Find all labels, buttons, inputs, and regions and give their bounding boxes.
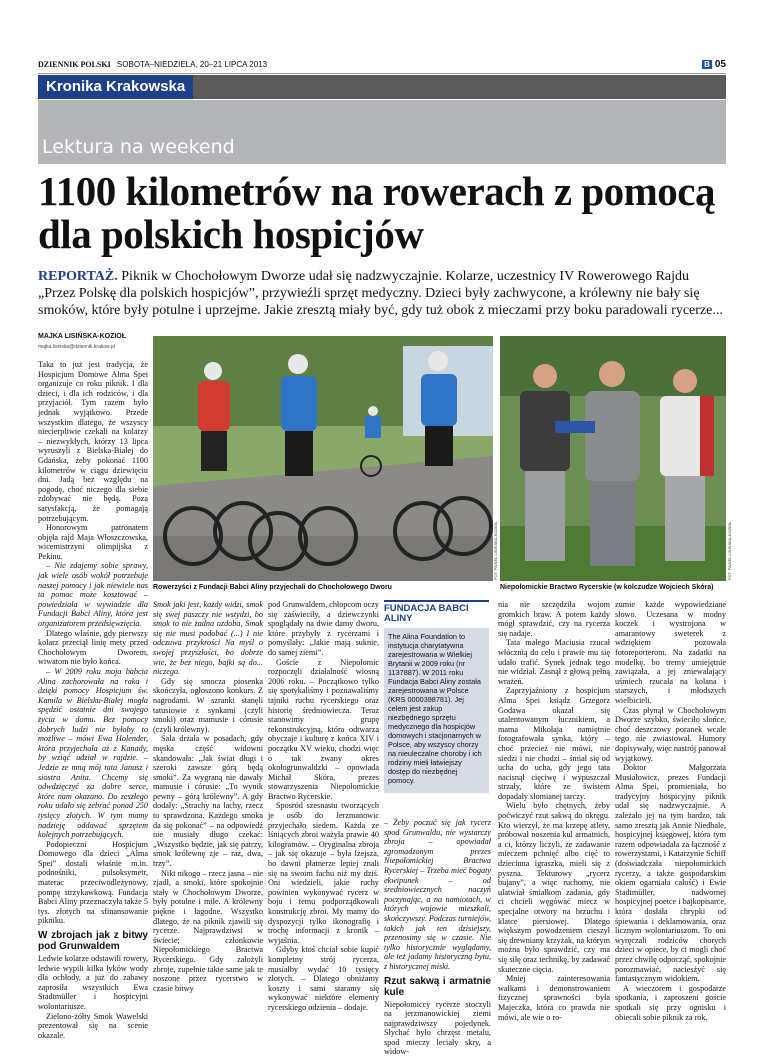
paragraph: Gdyby ktoś chciał sobie kupić kompletny strój rycerza, musiałby wydać 10 tysięcy złotych. – Dlatego obniżamy koszty i sami staramy się wykonywać niektóre elementy rycerskiego odzienia – dodaje. — [268, 945, 379, 1012]
photo-caption-left: Rowerzyści z Fundacji Babci Aliny przyjechali do Chochołowego Dworu — [153, 584, 493, 591]
article-column-1 — [38, 360, 148, 1015]
photo-caption-right: Niepołomickie Bractwo Rycerskie (w kolczudze Wojciech Skóra) — [500, 584, 726, 591]
paragraph: Taka to już jest tradycja, że Hospicjum Domowe Alma Spei organizuje co roku piknik. I dla dzieci, i dla ich rodziców, i dla przyjaciół. Tym razem było jednak wyjątkowo. Przede wszystkim dlatego, że wszyscy niecierpliwie czekali na kolarzy – niezwykłych, którzy 13 lipca wyruszyli z Bielska-Białej do Gdańska, żeby pokonać 1100 kilometrów w ciągu dziewięciu dni. Jadą bez względu na pogodę, choć niczego dla siebie zdobywać nie będą. Poza satysfakcją, że pomagają potrzebującym. — [38, 360, 148, 523]
paragraph: Nikt nikogo – rzecz jasna – nie zjadł, a smoki, które spokojnie stały w Chochołowym Dworze, były potulne i miłe. A królewny piękne i łagodne. Wszystko dlatego, że na piknik zjawili się rycerze. Najprawdziwsi w świecie; członkowie Niepołomickiego Bractwa Rycerskiego. Gdy założyli zbroje, zupełnie takie same jak te noszone przez rycerstwo w czasie bitwy — [153, 869, 263, 994]
paragraph: Sposród szesnastu tworzących je osób do Jerzmanowic przyjechało siedem. Każda ze lśniących zbroi ważyła prawie 40 kilogramów. – Oryginalna zbroja – jak się okazuje – była lżejsza, bo dawni płatnerze lepiej znali się na swoim fachu niż my dziś. Oni wiedzieli, jakie ruchy powinien wykonywać rycerz w boju i temu podporządkowali konstrukcję zbroi. My mamy do dyspozycji tylko ikonografię i trochę informacji z kronik – wyjaśnia. — [268, 801, 379, 945]
article-column-2 — [153, 600, 263, 1015]
kicker-band — [38, 100, 726, 164]
paragraph: zumie każde wypowiedziane słowo. Uczesana w modny koczek i wystrojona w amarantowy sweterek z wdziękiem pozowała fotoreporterom. Na zadatki na modelkę, bo tremy umiejętnie zawiązała, a jej zniewalający uśmiech rzucała na kolana i starszych, i młodszych wielbicieli. — [615, 600, 726, 706]
paragraph: Dlatego właśnie, gdy pierwszy kolarz przeciął linię mety przed Chochołowym Dworem, wiwatom nie było końca. — [38, 629, 148, 667]
article-column-6 — [615, 600, 726, 1015]
info-box-foundation — [384, 600, 489, 793]
song-verse: Smok jaki jest, każdy widzi, smok się swej paszczy nie wstydzi, bo smok to nie żadna ozdoba, Smok się nie musi podobać (...) I nie odczuwa przykrości Na myśl o swojej przyszłości, bo dobrze wie, że bez niego, bajki są do... niczego. — [153, 600, 263, 676]
paragraph: Czas płynął w Chochołowym Dworze szybko, świeciło słońce, choć deszczowy poranek wcale tego nie zwiastował. Humory dopisywały, więc nastrój panował wyjątkowy. — [615, 706, 726, 764]
lead-text: Piknik w Chochołowym Dworze udał się nadzwyczajnie. Kolarze, uczestnicy IV Rowerowego Rajdu „Przez Polskę dla polskich hospicjów”, przywieźli sprzęt medyczny. Dzieci były zachwycone, a królewny nie bały się smoków, które były potulne i uprzejme. Jakie zresztą miały być, gdy tuż obok z mieczami przy boku paradowali rycerze... — [38, 269, 723, 318]
paragraph: Niepołomiccy rycerze stoczyli na jerzmanowickiej ziemi najprawdziwszy pojedynek. Słychać było chrzęst metalu, spod mieczy leciały skry, a widow- — [384, 1000, 491, 1057]
issue-date: SOBOTA–NIEDZIELA, 20–21 LIPCA 2013 — [117, 60, 267, 69]
quote-paragraph: – Nie zdajemy sobie sprawy, jak wiele osób wokół potrzebuje naszej pomocy i jak niewiele nas ta pomoc może kosztować – powiedziała w wywiadzie dla Fundacji Babci Aliny, która jest organizatorem przedsięwzięcia. — [38, 561, 148, 628]
paragraph: Doktor Małgorzata Musiałowicz, prezes Fundacji Alma Spei, promieniała, bo tradycyjny hospicyjny piknik udał się nadzwyczajnie. A zależało jej na tym bardzo, tak samo zresztą jak Annie Niedbale, hospicyjnej księgowej, która tym razem odpowiadała za łączność z rowerzystami, i Katarzynie Schiff (doświadczała niepołomickich rycerzy, a także gospodarskim okiem ogarniała całość) i Ewie Stadtmüller, nadwornej hospicyjnej poetce i bajkopisarce, która dosłała chrypki od śpiewania i deklamowania, oraz licznym wolontariuszom. To oni wyręczali rodziców chorych dzieci w opiece, by ci mogli choć przez chwilę odpocząć, spokojnie porozmawiać, naciesżyć się fantastycznym widokiem. — [615, 763, 726, 984]
paragraph: Zaprzyjaźniony z hospicjum Alma Spei ksiądz Grzegorz Godawa okazał się utalentowanym łucznikiem, a mama Mikołaja namiętnie fotografowała synka, który – choć przecież nie mówi, nie siedzi i nie chodzi – śmiał się od ucha do ucha, gdy jego tata nacisnął cięciwę i wypuszczał strzały, które ze świstem dopadały słomianej tarczy. — [498, 686, 610, 801]
paragraph: nia nie szczędziła wojom gromkich braw. A potem każdy mógł sprawdzić, czy na rycerza się nadaje. — [498, 600, 610, 638]
info-box-title: FUNDACJA BABCI ALINY — [384, 600, 489, 624]
subheading: W zbrojach jak z bitwy pod Grunwaldem — [38, 930, 148, 952]
headline: 1100 kilometrów na rowerach z pomocą dla polskich hospicjów — [38, 170, 728, 256]
article-column-4 — [384, 818, 491, 1015]
paragraph: Wielu było chętnych, żeby poćwiczyć rzut sakwą do okręgu. Kto wierzył, że ma krzepę atlety, próbował noszenia kul armatnich, a ci, którzy liczyli, że zadawanie mieczem pchnięć albo cięć to dziecinna igraszka, mieli się z pyszna. Tekturowy „rycerz bujany”, a więc ruchomy, nie ulatwiał śmiałkom zadania, gdy ci chcieli węgówać miecz w specjalne otwory na brzuchu i klatce piersiowej. Dlatego większym powodzeniem cieszył się drewniany krzyżak, na którym można było sprawdzić, czy ma się siłę oraz technikę, by zadawać skuteczne cięcia. — [498, 801, 610, 974]
kicker: Lektura na weekend — [42, 136, 235, 158]
paragraph: Tata małego Maciusia rzucał włócznią do celu i prawie mu się udało trafić. Synek jednak tego nie widział. Zasnął z głową pełną wrażeń. — [498, 638, 610, 686]
paragraph: A wieczorem i gospodarze spotkania, i zaproszeni goście spotkali się przy ognisku i obiecali sobie piknik za rok. — [615, 984, 726, 1022]
paragraph: Ledwie kolarze odstawili rowery, ledwie wypili kilka łyków wody dla ochłody, a już do zabawy zaprosiła wszystkich Ewa Stadtmüller i hospicyjni wolontariusze. — [38, 954, 148, 1012]
info-box-body — [384, 628, 489, 793]
section-letter-badge: B — [702, 60, 712, 69]
section-label: Kronika Krakowska — [38, 75, 193, 99]
paragraph: Zielono-żółty Smok Wawelski prezentował się na scenie okazale. — [38, 1012, 148, 1041]
article-column-3 — [268, 600, 379, 1015]
lead-paragraph — [38, 268, 726, 319]
photo-knights — [500, 336, 726, 581]
photo-cyclists — [153, 336, 493, 581]
photo-credit-right: FOT. PAWEŁ LISIŃSKA-KOZIOŁ — [727, 520, 732, 580]
page-number-value: 05 — [715, 59, 726, 70]
page-number — [702, 59, 726, 70]
section-bar — [38, 75, 726, 99]
quote-paragraph: – Żeby poczuć się jak rycerz spod Grunwaldu, nie wystarczy zbroja – opowiadał zgromadzonym prezes Niepołomickiej Bractwa Rycerskiej – Trzeba mieć bogaty ekwipunek – od średniowiecznych naczyń poczynając, a na namiotach, w których wojowie mieszkali, skończywszy. Podczas turniejów, takich jak ten dzisiejszy, przenosimy się w czasie. Nie tylko historycznie wyglądamy, ale też jadamy historyczną bytu, z historycznej miski. — [384, 818, 491, 971]
byline: MAJKA LISIŃSKA-KOZIOŁ — [38, 333, 126, 340]
subheading: Rzut sakwą i armatnie kule — [384, 976, 491, 998]
author-email: majka.lisinska@dziennik.krakow.pl — [38, 344, 115, 350]
quote-paragraph: – W 2009 roku moja babcia Alina zachorowała na raka i dzięki pomocy Hospicjum św. Kamila w Bielsku-Białej mogła spędzić ostatnie dni swojego życia w domu. Bez pomocy dobrych ludzi nie byłoby to możliwe – mówi Ewa Holender, która przyjechała aż z Kanady, by wziąć udział w rajdzie. – Jedzie ze mną mój tata Janusz i siostra Anita. Chcemy się odwdzięczyć za dobre serce, które nam okazano. Do zeszłego roku udało się zebrać ponad 250 tysięcy złotych. W tym mamy nadzieję oddawać sprzętem kolejnych potrzebujących. — [38, 667, 148, 839]
paragraph: Podopieczni Hospicjum Domowego dla dzieci „Alma Spei” dostali właśnie m.in. podnośniki, pulsoksymetr, materac przeciwodleżynowy, pompę strzykawkową. Fundacja Babci Aliny przeznaczyła także 5 tys. złotych na sfinansowanie pikniku. — [38, 840, 148, 926]
paragraph: Gdy się smocza piosenka skończyła, ogłoszono konkurs. Z nagrodami. W szranki stanęli tatusiowie z synkami (czyli smoki) oraz mamusie i córusie (czyli królewny). — [153, 677, 263, 735]
paragraph: pod Grunwaldem, chłopcom oczy się zaświeciły, a dziewczynki spoglądały na dwie damy dworu, które przybyły z rycerzami i pomyślały: „Jakie mają suknie, do samej ziemi”. — [268, 600, 379, 658]
masthead — [38, 60, 726, 74]
paragraph: Goście z Niepołomic rozpoczęli działalność wiosną 2006 roku. – Początkowo tylko się spotykaliśmy i poznawaliśmy tajniki ruchu rycerskiego oraz historię średniowiecza. Teraz stanowimy grupę rekonstrukcyjną, która odtwarza obyczaje i kulturę z końca XIV i początku XV wieku, chodzi więc o tak zwany okres okołogrunwaldzki – opowiada Michał Skóra, prezes stowarzyszenia Niepołomickie Bractwo Rycerskie. — [268, 658, 379, 802]
paragraph: Mniej zainteresowania wałkami i demonstrowaniem fizycznej sprawności była Majeczka, która co prawda nie mówi, ale wie o ro- — [498, 974, 610, 1022]
info-box-text: The Alina Foundation to instytucja charytatywna zarejestrowana w Wielkiej Brytanii w 2009 roku (nr 1137887). W 2011 roku Fundacja Babci Aliny została zarejestrowana w Polsce (KRS 0000398781). Jej celem jest zakup niezbędnego sprzętu medycznego dla hospicjów domowych i stacjonarnych w Polsce, aby wszyscy chorzy na nieuleczalne choroby i ich rodziny mieli łatwiejszy dostęp do niezbędnej pomocy. — [388, 632, 485, 785]
lead-tag: REPORTAŻ. — [38, 269, 118, 284]
article-column-5 — [498, 600, 610, 1015]
photo-credit-left: FOT. PAWEŁ LISIŃSKA-KOZIOŁ — [493, 520, 498, 580]
masthead-logo: DZIENNIK POLSKI — [38, 60, 111, 69]
paragraph: Sala drżała w posadach, gdy męska część widowni skandowała: „Jak świat długi i szeroki zawsze górą będą smoki”. Za wygraną nie dawały mamusie i córusie: „To wynik pewny – górą królewny”. A gdy dodały: „Strachy na lachy, rzecz to sprawdzona. Każdego smoka da się pokonać” – na odpowiedź nie musiały długo czekać: „Wszystko będzie, jak się patrzy, smok królewnę zje – raz, dwa, trzy”. — [153, 734, 263, 868]
paragraph: Honorowym patronatem objęła rajd Maja Włoszczowska, wicemistrzyni olimpijska z Pekinu. — [38, 523, 148, 561]
